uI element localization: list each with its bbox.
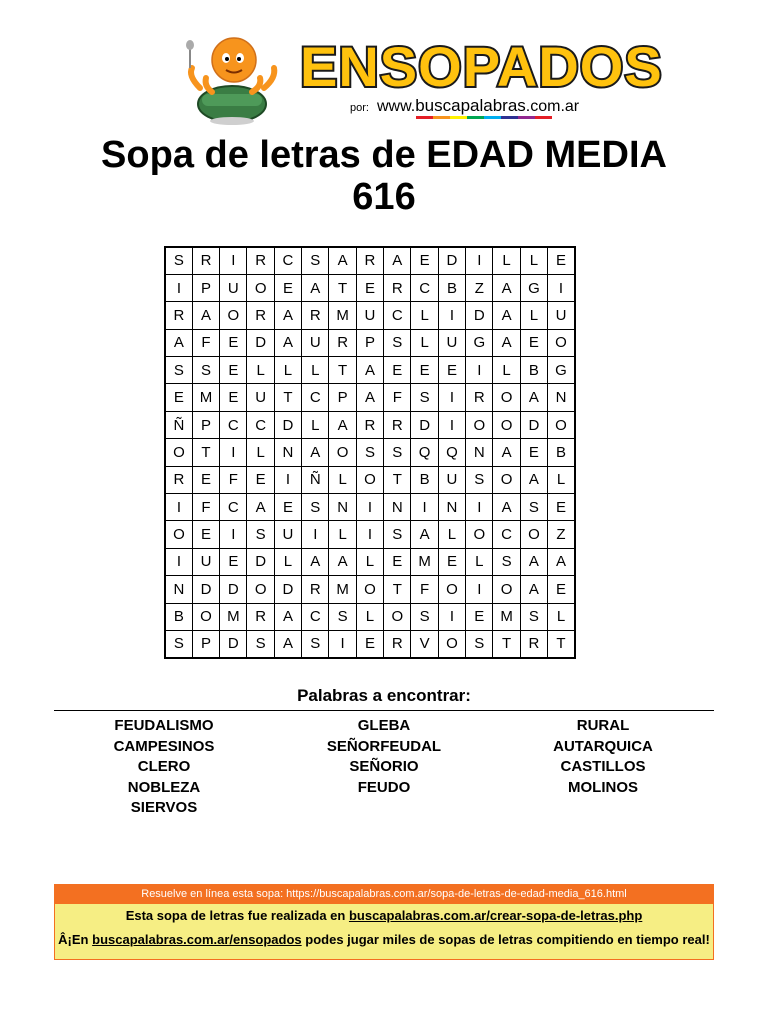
grid-cell: I	[220, 521, 247, 548]
grid-cell: A	[274, 630, 301, 657]
grid-cell: O	[165, 439, 192, 466]
grid-cell: L	[356, 548, 383, 575]
grid-cell: E	[220, 548, 247, 575]
grid-cell: A	[192, 302, 219, 329]
byline-www: www.	[376, 98, 416, 115]
grid-cell: I	[466, 576, 493, 603]
grid-cell: C	[384, 302, 411, 329]
grid-row	[165, 630, 575, 657]
grid-cell: D	[247, 548, 274, 575]
grid-cell: A	[493, 274, 520, 301]
grid-cell: L	[329, 466, 356, 493]
word-item: AUTARQUICA	[553, 737, 653, 755]
grid-row	[165, 247, 575, 274]
grid-cell: R	[165, 302, 192, 329]
grid-cell: E	[356, 274, 383, 301]
grid-cell: C	[247, 411, 274, 438]
grid-cell: T	[192, 439, 219, 466]
grid-cell: E	[165, 384, 192, 411]
create-puzzle-link[interactable]: buscapalabras.com.ar/crear-sopa-de-letras.php	[348, 908, 643, 923]
grid-cell: A	[520, 384, 547, 411]
grid-cell: R	[302, 302, 329, 329]
grid-cell: L	[247, 357, 274, 384]
footer-line-1	[55, 904, 713, 928]
grid-cell: T	[384, 576, 411, 603]
grid-cell: C	[274, 247, 301, 274]
grid-cell: D	[220, 630, 247, 657]
grid-cell: E	[274, 274, 301, 301]
grid-cell: D	[466, 302, 493, 329]
grid-cell: A	[302, 274, 329, 301]
grid-cell: M	[329, 576, 356, 603]
grid-cell: O	[493, 576, 520, 603]
grid-cell: L	[520, 247, 547, 274]
grid-cell: S	[302, 630, 329, 657]
grid-cell: A	[520, 466, 547, 493]
grid-cell: L	[411, 302, 438, 329]
grid-cell: O	[192, 603, 219, 630]
grid-row	[165, 576, 575, 603]
grid-cell: B	[520, 357, 547, 384]
grid-cell: E	[411, 247, 438, 274]
word-item: CLERO	[137, 758, 191, 776]
grid-cell: U	[192, 548, 219, 575]
grid-row	[165, 603, 575, 630]
grid-cell: R	[247, 302, 274, 329]
grid-cell: A	[247, 494, 274, 521]
grid-cell: U	[548, 302, 575, 329]
rainbow-segment	[518, 116, 535, 119]
grid-cell: R	[356, 411, 383, 438]
grid-cell: S	[247, 521, 274, 548]
grid-cell: Ñ	[165, 411, 192, 438]
grid-cell: C	[220, 411, 247, 438]
grid-cell: A	[329, 411, 356, 438]
byline	[350, 96, 579, 116]
logo-text: ENSOPADOS	[300, 35, 663, 98]
grid-cell: L	[247, 439, 274, 466]
footer-line-2-suffix: podes jugar miles de sopas de letras compitiendo en tiempo real!	[301, 932, 710, 947]
grid-cell: O	[466, 411, 493, 438]
grid-cell: S	[302, 247, 329, 274]
grid-cell: G	[466, 329, 493, 356]
footer-online-link[interactable]: Resuelve en línea esta sopa: https://buscapalabras.com.ar/sopa-de-letras-de-edad-media_616.html	[55, 885, 713, 904]
grid-cell: C	[302, 384, 329, 411]
grid-cell: S	[192, 357, 219, 384]
grid-row	[165, 384, 575, 411]
rainbow-segment	[501, 116, 518, 119]
grid-cell: I	[438, 302, 465, 329]
word-list-column-3	[493, 716, 713, 798]
grid-cell: R	[192, 247, 219, 274]
grid-cell: R	[302, 576, 329, 603]
grid-cell: M	[493, 603, 520, 630]
grid-cell: U	[438, 466, 465, 493]
grid-cell: A	[548, 548, 575, 575]
grid-cell: I	[466, 494, 493, 521]
brand-logo[interactable]	[296, 30, 663, 120]
grid-cell: E	[384, 548, 411, 575]
grid-cell: D	[274, 576, 301, 603]
grid-cell: R	[247, 603, 274, 630]
grid-cell: E	[548, 576, 575, 603]
grid-cell: U	[247, 384, 274, 411]
grid-cell: F	[192, 494, 219, 521]
grid-cell: O	[493, 466, 520, 493]
grid-cell: S	[384, 521, 411, 548]
grid-cell: S	[466, 630, 493, 657]
grid-row	[165, 548, 575, 575]
word-item: MOLINOS	[568, 778, 638, 796]
grid-cell: L	[466, 548, 493, 575]
grid-cell: U	[356, 302, 383, 329]
grid-cell: E	[548, 247, 575, 274]
title-line-2: 616	[352, 176, 416, 218]
grid-cell: E	[466, 603, 493, 630]
grid-cell: A	[356, 357, 383, 384]
grid-row	[165, 521, 575, 548]
grid-cell: P	[192, 630, 219, 657]
footer-line-1-text: Esta sopa de letras fue realizada en	[125, 908, 349, 923]
word-item: GLEBA	[357, 717, 411, 734]
grid-cell: B	[411, 466, 438, 493]
grid-cell: O	[247, 576, 274, 603]
grid-cell: P	[192, 274, 219, 301]
grid-cell: S	[520, 494, 547, 521]
grid-cell: B	[165, 603, 192, 630]
grid-cell: D	[438, 247, 465, 274]
grid-cell: L	[520, 302, 547, 329]
grid-cell: M	[329, 302, 356, 329]
grid-cell: M	[411, 548, 438, 575]
grid-cell: A	[384, 247, 411, 274]
grid-cell: D	[411, 411, 438, 438]
grid-cell: L	[302, 357, 329, 384]
grid-cell: S	[302, 494, 329, 521]
grid-cell: E	[411, 357, 438, 384]
grid-cell: L	[548, 603, 575, 630]
grid-cell: O	[356, 466, 383, 493]
grid-cell: L	[302, 411, 329, 438]
grid-cell: A	[302, 439, 329, 466]
grid-cell: V	[411, 630, 438, 657]
grid-cell: S	[384, 439, 411, 466]
grid-cell: T	[329, 274, 356, 301]
grid-cell: F	[384, 384, 411, 411]
grid-cell: S	[356, 439, 383, 466]
octopus-mascot-icon	[182, 28, 282, 128]
grid-cell: O	[247, 274, 274, 301]
grid-cell: A	[274, 603, 301, 630]
grid-cell: S	[411, 603, 438, 630]
grid-cell: P	[329, 384, 356, 411]
grid-cell: N	[384, 494, 411, 521]
rainbow-underline	[416, 116, 552, 119]
grid-cell: L	[356, 603, 383, 630]
grid-cell: S	[411, 384, 438, 411]
grid-cell: L	[274, 548, 301, 575]
grid-cell: N	[329, 494, 356, 521]
grid-cell: G	[520, 274, 547, 301]
grid-cell: S	[384, 329, 411, 356]
grid-cell: E	[384, 357, 411, 384]
grid-cell: I	[438, 384, 465, 411]
title-line-1: Sopa de letras de EDAD MEDIA	[101, 134, 667, 176]
grid-cell: S	[165, 630, 192, 657]
page-title	[0, 134, 768, 218]
grid-cell: S	[247, 630, 274, 657]
word-item: SEÑORIO	[349, 758, 419, 776]
grid-cell: L	[493, 247, 520, 274]
grid-cell: O	[493, 384, 520, 411]
grid-cell: R	[466, 384, 493, 411]
word-item: SIERVOS	[130, 799, 198, 817]
grid-cell: E	[220, 357, 247, 384]
grid-cell: D	[192, 576, 219, 603]
grid-cell: A	[274, 329, 301, 356]
footer-line-2	[55, 928, 713, 952]
grid-cell: A	[302, 548, 329, 575]
byline-prefix: por:	[350, 102, 369, 114]
grid-cell: M	[192, 384, 219, 411]
grid-cell: E	[520, 329, 547, 356]
rainbow-segment	[535, 116, 552, 119]
grid-cell: E	[438, 357, 465, 384]
grid-cell: O	[493, 411, 520, 438]
grid-cell: C	[302, 603, 329, 630]
grid-cell: L	[411, 329, 438, 356]
grid-cell: L	[493, 357, 520, 384]
grid-cell: U	[220, 274, 247, 301]
grid-cell: E	[274, 494, 301, 521]
grid-cell: L	[548, 466, 575, 493]
grid-cell: I	[274, 466, 301, 493]
word-item: NOBLEZA	[127, 778, 201, 796]
byline-tld: .com.ar	[525, 98, 580, 115]
grid-cell: O	[438, 630, 465, 657]
grid-cell: D	[247, 329, 274, 356]
grid-cell: R	[520, 630, 547, 657]
grid-cell: I	[165, 274, 192, 301]
grid-cell: E	[220, 384, 247, 411]
grid-cell: U	[302, 329, 329, 356]
word-item: FEUDALISMO	[114, 717, 214, 734]
grid-cell: A	[329, 247, 356, 274]
grid-cell: I	[302, 521, 329, 548]
grid-cell: O	[220, 302, 247, 329]
grid-cell: I	[220, 247, 247, 274]
grid-cell: A	[411, 521, 438, 548]
grid-cell: A	[520, 576, 547, 603]
grid-cell: I	[411, 494, 438, 521]
grid-cell: D	[274, 411, 301, 438]
grid-cell: A	[329, 548, 356, 575]
grid-cell: E	[247, 466, 274, 493]
grid-cell: B	[438, 274, 465, 301]
grid-cell: O	[548, 411, 575, 438]
grid-cell: T	[384, 466, 411, 493]
grid-cell: F	[220, 466, 247, 493]
rainbow-segment	[433, 116, 450, 119]
ensopados-logo	[296, 30, 663, 100]
byline-brand: buscapalabras	[415, 96, 526, 115]
grid-cell: R	[384, 630, 411, 657]
grid-cell: O	[329, 439, 356, 466]
grid-cell: O	[356, 576, 383, 603]
word-item: CAMPESINOS	[113, 737, 215, 755]
grid-cell: O	[520, 521, 547, 548]
word-item: SEÑORFEUDAL	[326, 737, 442, 755]
grid-cell: I	[329, 630, 356, 657]
grid-row	[165, 329, 575, 356]
grid-cell: I	[466, 247, 493, 274]
grid-cell: B	[548, 439, 575, 466]
grid-cell: F	[192, 329, 219, 356]
grid-cell: R	[165, 466, 192, 493]
grid-cell: P	[192, 411, 219, 438]
grid-cell: E	[192, 521, 219, 548]
grid-cell: U	[438, 329, 465, 356]
grid-cell: S	[466, 466, 493, 493]
grid-row	[165, 466, 575, 493]
footer-box	[54, 884, 714, 960]
grid-cell: A	[165, 329, 192, 356]
grid-cell: Q	[438, 439, 465, 466]
grid-cell: A	[520, 548, 547, 575]
rainbow-segment	[484, 116, 501, 119]
grid-cell: D	[220, 576, 247, 603]
words-title: Palabras a encontrar:	[297, 686, 471, 705]
rainbow-segment	[450, 116, 467, 119]
grid-cell: E	[438, 548, 465, 575]
grid-cell: O	[165, 521, 192, 548]
grid-cell: G	[548, 357, 575, 384]
grid-cell: T	[329, 357, 356, 384]
grid-cell: T	[493, 630, 520, 657]
grid-cell: U	[274, 521, 301, 548]
grid-cell: I	[438, 411, 465, 438]
grid-cell: S	[329, 603, 356, 630]
grid-cell: E	[548, 494, 575, 521]
grid-cell: L	[329, 521, 356, 548]
word-item: RURAL	[576, 717, 630, 734]
grid-cell: N	[165, 576, 192, 603]
ensopados-link[interactable]: buscapalabras.com.ar/ensopados	[92, 932, 302, 947]
grid-cell: F	[411, 576, 438, 603]
grid-cell: M	[220, 603, 247, 630]
grid-cell: O	[466, 521, 493, 548]
grid-cell: E	[520, 439, 547, 466]
grid-cell: Ñ	[302, 466, 329, 493]
grid-cell: O	[384, 603, 411, 630]
grid-cell: T	[548, 630, 575, 657]
rainbow-segment	[467, 116, 484, 119]
grid-cell: R	[384, 274, 411, 301]
grid-row	[165, 439, 575, 466]
footer-line-2-prefix: Â¡En	[58, 932, 93, 947]
header	[0, 0, 768, 130]
grid-cell: Z	[548, 521, 575, 548]
grid-row	[165, 274, 575, 301]
grid-cell: I	[220, 439, 247, 466]
grid-cell: L	[274, 357, 301, 384]
grid-cell: Z	[466, 274, 493, 301]
grid-cell: O	[548, 329, 575, 356]
grid-cell: S	[493, 548, 520, 575]
grid-cell: I	[356, 521, 383, 548]
grid-cell: S	[165, 247, 192, 274]
grid-cell: A	[493, 494, 520, 521]
grid-cell: A	[493, 439, 520, 466]
grid-cell: N	[548, 384, 575, 411]
grid-cell: C	[220, 494, 247, 521]
grid-cell: N	[466, 439, 493, 466]
grid-cell: A	[493, 302, 520, 329]
grid-cell: R	[356, 247, 383, 274]
grid-cell: P	[356, 329, 383, 356]
grid-cell: I	[438, 603, 465, 630]
grid-cell: I	[548, 274, 575, 301]
word-list-column-2	[274, 716, 494, 798]
grid-row	[165, 302, 575, 329]
grid-row	[165, 494, 575, 521]
grid-cell: C	[411, 274, 438, 301]
grid-cell: D	[520, 411, 547, 438]
grid-cell: R	[329, 329, 356, 356]
grid-cell: E	[356, 630, 383, 657]
word-search-grid	[164, 246, 576, 659]
grid-cell: E	[220, 329, 247, 356]
grid-cell: I	[165, 494, 192, 521]
grid-cell: Q	[411, 439, 438, 466]
grid-row	[165, 411, 575, 438]
grid-cell: L	[438, 521, 465, 548]
divider	[54, 710, 714, 711]
grid-cell: S	[520, 603, 547, 630]
word-item: FEUDO	[357, 778, 411, 796]
grid-cell: R	[384, 411, 411, 438]
word-item: CASTILLOS	[560, 758, 646, 776]
grid-cell: O	[438, 576, 465, 603]
grid-cell: I	[356, 494, 383, 521]
grid-cell: S	[165, 357, 192, 384]
grid-cell: C	[493, 521, 520, 548]
grid-cell: R	[247, 247, 274, 274]
grid-cell: N	[274, 439, 301, 466]
grid-cell: A	[274, 302, 301, 329]
rainbow-segment	[416, 116, 433, 119]
grid-cell: A	[356, 384, 383, 411]
grid-cell: E	[192, 466, 219, 493]
grid-cell: I	[165, 548, 192, 575]
grid-cell: N	[438, 494, 465, 521]
grid-cell: T	[274, 384, 301, 411]
grid-cell: I	[466, 357, 493, 384]
grid-cell: A	[493, 329, 520, 356]
grid-row	[165, 357, 575, 384]
word-list-column-1	[54, 716, 274, 819]
